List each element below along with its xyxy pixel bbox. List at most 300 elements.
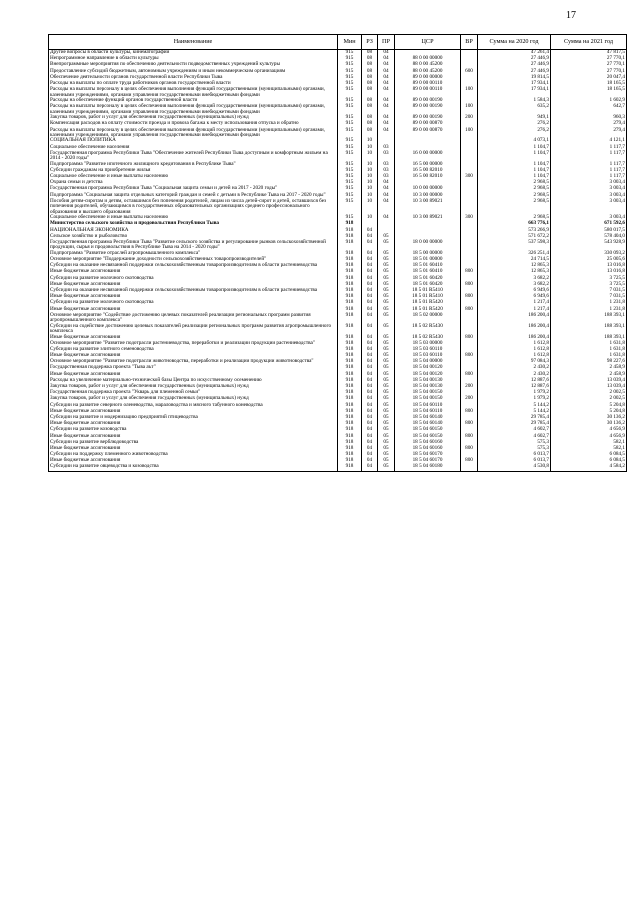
row-name: Охрана семьи и детства (49, 180, 338, 186)
row-sum-2020: 1 104,7 (478, 162, 551, 168)
header-sum-2020: Сумма на 2020 год (478, 35, 551, 50)
row-vr (461, 199, 478, 215)
header-csr: ЦСР (395, 35, 461, 50)
row-pr: 04 (378, 215, 395, 221)
row-csr: 18 5 04 00150 (395, 390, 461, 396)
row-sum-2021: 3 003,4 (551, 186, 627, 192)
row-sum-2021: 582,1 (551, 440, 627, 446)
row-sum-2020: 1 104,7 (478, 174, 551, 180)
row-min: 918 (338, 324, 362, 335)
row-rz: 04 (362, 353, 378, 359)
row-sum-2020: 186 200,4 (478, 335, 551, 341)
row-name: Закупка товаров, работ и услуг для обеспечения государственных (муниципальных) нужд (49, 384, 338, 390)
table-row (49, 199, 627, 215)
row-pr: 05 (378, 269, 395, 275)
row-name: Подпрограмма "Развитие ипотечного жилищного кредитования в Республике Тыва" (49, 162, 338, 168)
row-pr: 05 (378, 307, 395, 313)
row-sum-2020: 1 612,8 (478, 341, 551, 347)
row-vr: 200 (461, 384, 478, 390)
row-min: 915 (338, 199, 362, 215)
row-sum-2020: 537 598,3 (478, 240, 551, 251)
row-csr: 89 0 00 00870 (395, 128, 461, 139)
row-min: 915 (338, 115, 362, 121)
row-csr: 18 5 01 60410 (395, 269, 461, 275)
row-sum-2021: 2 458,9 (551, 365, 627, 371)
row-sum-2021: 30 136,2 (551, 415, 627, 421)
row-rz: 10 (362, 186, 378, 192)
row-sum-2021: 960,3 (551, 115, 627, 121)
row-pr: 04 (378, 186, 395, 192)
row-vr (461, 240, 478, 251)
row-name: Социальное обеспечение и иные выплаты населению (49, 215, 338, 221)
row-name: Расходы на выплаты персоналу в целях обеспечения выполнения функций государственными (муниципальными) органами, казенными учреждениями, органами управления государственными внебюджетными фондами (49, 128, 338, 139)
row-sum-2021: 1 117,7 (551, 145, 627, 151)
row-sum-2021: 580 017,5 (551, 228, 627, 234)
row-min: 915 (338, 75, 362, 81)
row-sum-2021: 3 003,4 (551, 180, 627, 186)
row-rz: 04 (362, 421, 378, 427)
row-rz: 08 (362, 121, 378, 127)
row-min: 915 (338, 186, 362, 192)
row-min: 915 (338, 69, 362, 75)
row-rz: 08 (362, 81, 378, 87)
row-name: Иные бюджетные ассигнования (49, 307, 338, 313)
header-vr: ВР (461, 35, 478, 50)
row-csr: 89 0 00 00870 (395, 121, 461, 127)
row-sum-2020: 575,3 (478, 446, 551, 452)
row-sum-2021: 1 231,8 (551, 300, 627, 306)
row-min: 918 (338, 221, 362, 227)
row-pr: 05 (378, 276, 395, 282)
row-pr: 03 (378, 151, 395, 162)
row-pr: 05 (378, 452, 395, 458)
row-sum-2020: 4 530,8 (478, 464, 551, 471)
row-name: Иные бюджетные ассигнования (49, 353, 338, 359)
row-min: 918 (338, 269, 362, 275)
row-sum-2021: 188 393,1 (551, 324, 627, 335)
row-pr: 04 (378, 87, 395, 98)
row-sum-2021: 13 039,4 (551, 378, 627, 384)
row-sum-2020: 17 934,1 (478, 81, 551, 87)
row-sum-2021: 1 631,8 (551, 341, 627, 347)
row-rz: 04 (362, 234, 378, 240)
row-vr: 800 (461, 409, 478, 415)
row-pr: 04 (378, 98, 395, 104)
row-csr: 18 5 04 60140 (395, 421, 461, 427)
row-pr: 05 (378, 234, 395, 240)
row-rz: 04 (362, 384, 378, 390)
row-csr: 18 5 02 R5430 (395, 324, 461, 335)
row-pr: 04 (378, 180, 395, 186)
row-sum-2021: 7 031,5 (551, 288, 627, 294)
row-min: 918 (338, 300, 362, 306)
row-sum-2021: 671 592,6 (551, 221, 627, 227)
row-min: 915 (338, 180, 362, 186)
row-pr: 05 (378, 434, 395, 440)
row-pr: 05 (378, 415, 395, 421)
row-vr: 800 (461, 294, 478, 300)
row-min: 918 (338, 257, 362, 263)
row-vr: 200 (461, 396, 478, 402)
row-sum-2021: 582,1 (551, 446, 627, 452)
row-name: Пособия детям-сиротам и детям, оставшимся без попечения родителей, лицам из числа детей-сирот и детей, оставшихся без попечения родителей, обучающимся в государственных образовательных организациях среднего профессионального образования и высшего образования (49, 199, 338, 215)
row-pr: 04 (378, 128, 395, 139)
row-rz: 04 (362, 390, 378, 396)
row-csr: 18 5 03 00000 (395, 341, 461, 347)
row-sum-2020: 4 602,7 (478, 434, 551, 440)
row-sum-2020: 573 266,9 (478, 228, 551, 234)
row-min: 915 (338, 215, 362, 221)
row-name: Компенсация расходов на оплату стоимости проезда и провоза багажа к месту использования отпуска и обратно (49, 121, 338, 127)
row-vr (461, 464, 478, 471)
row-min: 918 (338, 464, 362, 471)
row-rz: 04 (362, 365, 378, 371)
row-csr: 18 5 01 R5420 (395, 300, 461, 306)
row-csr: 18 5 04 00120 (395, 372, 461, 378)
table-body (49, 50, 627, 472)
row-pr: 05 (378, 288, 395, 294)
row-name: Основное мероприятие "Поддержание доходности сельскохозяйственных товаропроизводителей" (49, 257, 338, 263)
row-csr: 89 0 00 00190 (395, 115, 461, 121)
row-sum-2021: 2 002,5 (551, 396, 627, 402)
row-sum-2020: 6 949,6 (478, 294, 551, 300)
row-name: Субсидии на оказание несвязанной поддержки сельскохозяйственным товаропроизводителям в области растениеводства (49, 263, 338, 269)
row-rz: 04 (362, 263, 378, 269)
row-pr: 05 (378, 240, 395, 251)
row-pr: 05 (378, 324, 395, 335)
row-sum-2021: 1 117,7 (551, 162, 627, 168)
row-min: 915 (338, 98, 362, 104)
row-min: 918 (338, 372, 362, 378)
row-sum-2020: 326 251,4 (478, 251, 551, 257)
row-sum-2021: 1 117,7 (551, 168, 627, 174)
row-csr: 18 5 04 00120 (395, 365, 461, 371)
row-sum-2021: 6 084,5 (551, 458, 627, 464)
row-rz: 04 (362, 228, 378, 234)
row-sum-2021: 1 631,8 (551, 347, 627, 353)
table-row (49, 313, 627, 324)
row-rz: 04 (362, 257, 378, 263)
row-sum-2020: 2 968,5 (478, 215, 551, 221)
row-min: 915 (338, 50, 362, 57)
row-name: Сельское хозяйство и рыболовство (49, 234, 338, 240)
row-rz: 04 (362, 378, 378, 384)
row-min: 918 (338, 427, 362, 433)
row-name: Подпрограмма "Развитие отраслей агропромышленного комплекса" (49, 251, 338, 257)
row-sum-2020: 12 865,3 (478, 263, 551, 269)
row-rz: 10 (362, 168, 378, 174)
row-min: 918 (338, 396, 362, 402)
row-vr (461, 50, 478, 57)
row-csr: 88 0 00 45200 (395, 62, 461, 68)
row-rz: 04 (362, 282, 378, 288)
header-rz: РЗ (362, 35, 378, 50)
row-csr: 18 5 01 00000 (395, 257, 461, 263)
row-pr: 05 (378, 427, 395, 433)
row-csr: 10 3 00 89021 (395, 199, 461, 215)
row-sum-2020: 12 887,6 (478, 384, 551, 390)
row-csr: 10 0 00 00000 (395, 186, 461, 192)
table-header-row (49, 35, 627, 50)
row-rz: 04 (362, 372, 378, 378)
row-sum-2021: 188 393,1 (551, 313, 627, 324)
row-csr: 16 5 00 82010 (395, 168, 461, 174)
row-sum-2020: 4 073,1 (478, 138, 551, 144)
row-csr: 18 5 04 60150 (395, 427, 461, 433)
row-sum-2021: 18 165,5 (551, 81, 627, 87)
row-csr: 18 5 01 R5410 (395, 294, 461, 300)
row-vr (461, 324, 478, 335)
row-sum-2021: 27 770,1 (551, 69, 627, 75)
row-sum-2021: 27 770,1 (551, 56, 627, 62)
row-csr: 18 5 04 60110 (395, 409, 461, 415)
row-min: 918 (338, 458, 362, 464)
row-name: Подпрограмма "Социальная защита отдельных категорий граждан и семей с детьми в Республике Тыва на 2017 - 2020 годы" (49, 193, 338, 199)
row-sum-2021: 7 031,5 (551, 294, 627, 300)
row-sum-2021: 18 165,5 (551, 87, 627, 98)
row-rz: 04 (362, 427, 378, 433)
row-name: Субсидии на развитие северного оленеводства, мараловодства и мясного табунного коневодства (49, 403, 338, 409)
row-name: Закупка товаров, работ и услуг для обеспечения государственных (муниципальных) нужд (49, 396, 338, 402)
row-min: 915 (338, 174, 362, 180)
row-pr: 05 (378, 365, 395, 371)
row-rz: 04 (362, 446, 378, 452)
row-sum-2020: 571 672,2 (478, 234, 551, 240)
row-sum-2021: 4 656,9 (551, 427, 627, 433)
row-name: Внепрограммные мероприятия по обеспечению деятельности подведомственных учреждений культуры (49, 62, 338, 68)
row-name: Государственная поддержка проекта "Тыва аът" (49, 365, 338, 371)
row-pr: 05 (378, 347, 395, 353)
row-min: 918 (338, 288, 362, 294)
row-vr (461, 151, 478, 162)
row-vr: 200 (461, 115, 478, 121)
row-rz: 04 (362, 452, 378, 458)
page-number: 17 (566, 10, 576, 21)
row-sum-2020: 2 968,5 (478, 199, 551, 215)
row-pr: 04 (378, 69, 395, 75)
row-sum-2020: 47 261,4 (478, 50, 551, 57)
row-rz: 04 (362, 269, 378, 275)
row-csr: 18 5 04 00130 (395, 378, 461, 384)
row-sum-2020: 24 714,5 (478, 257, 551, 263)
row-pr: 04 (378, 81, 395, 87)
row-sum-2020: 1 979,2 (478, 390, 551, 396)
row-rz: 10 (362, 151, 378, 162)
table-row (49, 324, 627, 335)
row-sum-2021: 2 458,9 (551, 372, 627, 378)
row-sum-2021: 30 136,2 (551, 421, 627, 427)
row-name: Основное мероприятие "Развитие подотрасли животноводства, переработки и реализации продукции животноводства" (49, 359, 338, 365)
row-min: 915 (338, 81, 362, 87)
row-vr: 800 (461, 372, 478, 378)
row-vr: 100 (461, 104, 478, 115)
row-name: Основное мероприятие "Содействие достижению целевых показателей реализации региональных программ развития агропромышленного комплекса" (49, 313, 338, 324)
row-csr: 18 5 04 60110 (395, 403, 461, 409)
row-name: Субсидии на развитие элитного семеноводства (49, 347, 338, 353)
row-name: Субсидии на развитие молочного скотоводства (49, 300, 338, 306)
row-sum-2020: 12 887,6 (478, 378, 551, 384)
table-row (49, 464, 627, 471)
row-sum-2020: 3 682,2 (478, 276, 551, 282)
row-pr: 05 (378, 464, 395, 471)
row-pr: 05 (378, 341, 395, 347)
row-name: Иные бюджетные ассигнования (49, 294, 338, 300)
row-vr: 800 (461, 353, 478, 359)
row-sum-2020: 1 104,7 (478, 151, 551, 162)
row-csr: 89 0 00 00110 (395, 87, 461, 98)
row-vr: 800 (461, 434, 478, 440)
row-rz: 04 (362, 359, 378, 365)
row-rz: 04 (362, 300, 378, 306)
row-rz: 04 (362, 251, 378, 257)
row-sum-2020: 6 949,6 (478, 288, 551, 294)
row-pr: 05 (378, 390, 395, 396)
row-pr: 05 (378, 257, 395, 263)
row-sum-2020: 1 104,7 (478, 145, 551, 151)
row-rz: 04 (362, 324, 378, 335)
row-min: 918 (338, 359, 362, 365)
row-min: 918 (338, 282, 362, 288)
row-csr: 89 0 00 00110 (395, 81, 461, 87)
row-sum-2020: 27 446,9 (478, 62, 551, 68)
row-min: 918 (338, 409, 362, 415)
row-rz: 08 (362, 50, 378, 57)
row-name: Государственная программа Республики Тыва "Социальная защита семьи и детей на 2017 - 2020 годы" (49, 186, 338, 192)
row-csr: 89 0 00 00190 (395, 104, 461, 115)
row-name: Субсидии на развитие и модернизацию предприятий птицеводства (49, 415, 338, 421)
row-min: 915 (338, 168, 362, 174)
row-min: 915 (338, 151, 362, 162)
row-name: Обеспечение деятельности органов государственной власти Республики Тыва (49, 75, 338, 81)
row-pr: 03 (378, 168, 395, 174)
row-pr: 05 (378, 359, 395, 365)
row-name: Субсидии на содействие достижению целевых показателей реализации региональных программ развития агропромышленного комплекса (49, 324, 338, 335)
row-sum-2021: 578 404,0 (551, 234, 627, 240)
row-sum-2020: 575,3 (478, 440, 551, 446)
row-vr: 100 (461, 87, 478, 98)
row-rz: 08 (362, 115, 378, 121)
row-name: Субсидии на развитие верблюдоводства (49, 440, 338, 446)
row-min: 918 (338, 263, 362, 269)
row-name: Основное мероприятие "Развитие подотрасли растениеводства, переработки и реализации продукции растениеводства" (49, 341, 338, 347)
row-sum-2021: 3 003,4 (551, 193, 627, 199)
row-rz: 04 (362, 294, 378, 300)
row-sum-2021: 25 005,6 (551, 257, 627, 263)
row-name: Предоставление субсидий бюджетным, автономным учреждениям и иным некоммерческим организациям (49, 69, 338, 75)
row-sum-2021: 1 602,9 (551, 98, 627, 104)
row-sum-2021: 279,4 (551, 121, 627, 127)
row-sum-2021: 6 084,5 (551, 452, 627, 458)
row-pr: 04 (378, 199, 395, 215)
row-rz: 10 (362, 174, 378, 180)
row-rz: 04 (362, 415, 378, 421)
row-pr: 03 (378, 145, 395, 151)
row-sum-2020: 29 785,4 (478, 421, 551, 427)
row-sum-2021: 13 039,4 (551, 384, 627, 390)
row-name: Иные бюджетные ассигнования (49, 335, 338, 341)
row-sum-2021: 13 016,8 (551, 263, 627, 269)
row-csr: 88 0 00 45200 (395, 69, 461, 75)
row-sum-2020: 2 968,5 (478, 186, 551, 192)
row-rz: 04 (362, 288, 378, 294)
row-csr: 89 0 00 00190 (395, 98, 461, 104)
row-sum-2020: 1 217,4 (478, 307, 551, 313)
row-min: 918 (338, 390, 362, 396)
row-sum-2021: 3 003,4 (551, 215, 627, 221)
row-pr: 05 (378, 384, 395, 390)
row-name: Социальное обеспечение населения (49, 145, 338, 151)
row-sum-2020: 5 144,2 (478, 403, 551, 409)
row-rz: 04 (362, 440, 378, 446)
row-name: Социальное обеспечение и иные выплаты населению (49, 174, 338, 180)
row-min: 918 (338, 452, 362, 458)
row-min: 918 (338, 365, 362, 371)
row-sum-2020: 27 446,9 (478, 69, 551, 75)
row-pr: 05 (378, 335, 395, 341)
row-csr: 89 0 00 00000 (395, 75, 461, 81)
row-csr: 18 5 04 60160 (395, 440, 461, 446)
row-rz: 04 (362, 240, 378, 251)
row-sum-2021: 3 725,5 (551, 276, 627, 282)
row-vr: 800 (461, 335, 478, 341)
row-sum-2021: 1 231,8 (551, 307, 627, 313)
row-name: Расходы на выплаты по оплате труда работников органов государственной власти (49, 81, 338, 87)
header-sum-2021: Сумма на 2021 год (551, 35, 627, 50)
row-rz: 10 (362, 199, 378, 215)
row-name: НАЦИОНАЛЬНАЯ ЭКОНОМИКА (49, 228, 338, 234)
row-pr: 05 (378, 263, 395, 269)
row-pr: 05 (378, 440, 395, 446)
row-min: 915 (338, 62, 362, 68)
row-csr: 10 3 00 00000 (395, 193, 461, 199)
row-min: 915 (338, 56, 362, 62)
row-pr: 05 (378, 353, 395, 359)
row-csr: 18 5 04 60170 (395, 452, 461, 458)
row-sum-2020: 2 430,2 (478, 365, 551, 371)
row-name: Расходы на увеличение материально-технической базы Центра по искусственному осеменению (49, 378, 338, 384)
row-csr: 88 0 00 00000 (395, 56, 461, 62)
row-min: 918 (338, 446, 362, 452)
row-csr: 18 5 01 60420 (395, 276, 461, 282)
row-vr: 800 (461, 421, 478, 427)
row-name: Министерство сельского хозяйства и продовольствия Республики Тыва (49, 221, 338, 227)
row-rz: 08 (362, 62, 378, 68)
row-name: Непрограммное направление в области культуры (49, 56, 338, 62)
row-csr: 18 5 02 00000 (395, 313, 461, 324)
row-min: 915 (338, 138, 362, 144)
row-sum-2021: 1 117,7 (551, 151, 627, 162)
row-pr: 03 (378, 174, 395, 180)
row-sum-2020: 663 776,1 (478, 221, 551, 227)
row-pr: 05 (378, 458, 395, 464)
row-min: 918 (338, 341, 362, 347)
row-sum-2021: 1 631,8 (551, 353, 627, 359)
header-min: Мин (338, 35, 362, 50)
row-pr: 05 (378, 446, 395, 452)
row-csr: 10 3 00 89021 (395, 215, 461, 221)
row-sum-2021: 5 204,8 (551, 403, 627, 409)
row-pr: 04 (378, 193, 395, 199)
row-pr: 04 (378, 75, 395, 81)
row-csr: 18 5 04 60180 (395, 464, 461, 471)
row-rz: 04 (362, 335, 378, 341)
row-rz: 10 (362, 162, 378, 168)
row-rz: 04 (362, 276, 378, 282)
row-min: 915 (338, 104, 362, 115)
row-min: 918 (338, 434, 362, 440)
row-name: Расходы на выплаты персоналу в целях обеспечения выполнения функций государственными (муниципальными) органами, казенными учреждениями, органами управления государственными внебюджетными фондами (49, 104, 338, 115)
row-sum-2021: 642,7 (551, 104, 627, 115)
